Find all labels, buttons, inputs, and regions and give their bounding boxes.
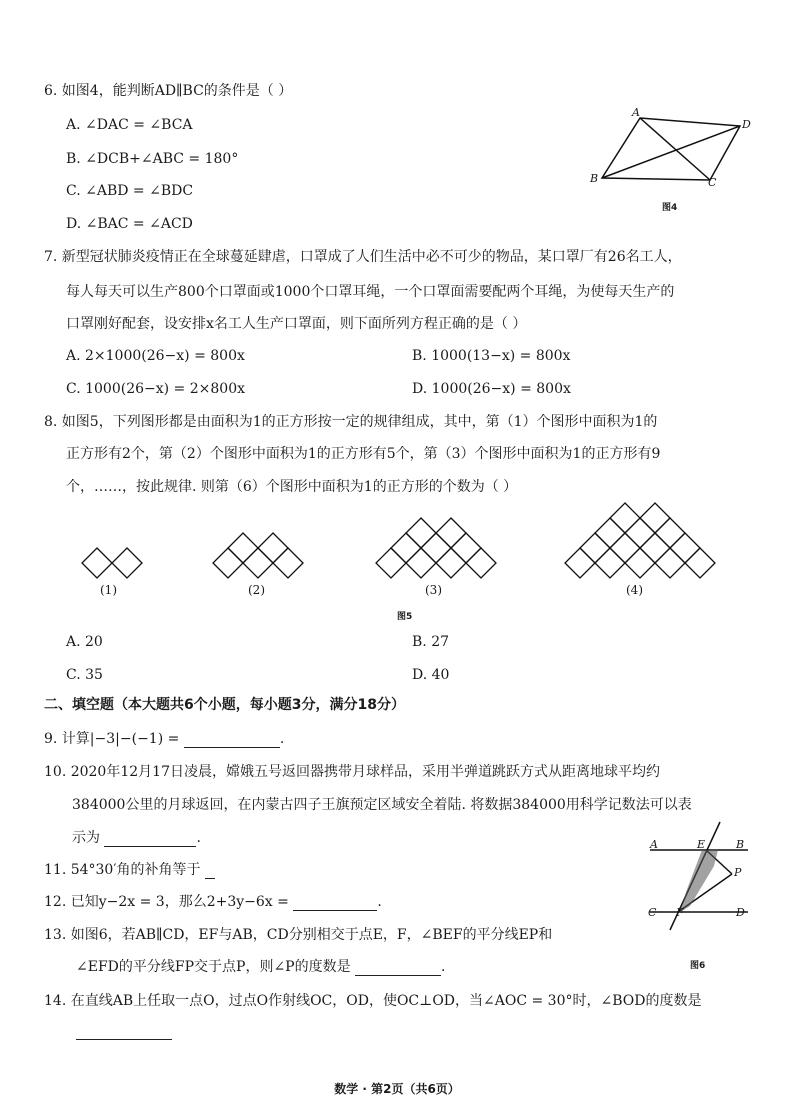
fig5-square-2 (258, 533, 288, 563)
q7-option-d: D. 1000(26−x) = 800x (412, 381, 571, 397)
q8-line-2: 正方形有2个，第（2）个图形中面积为1的正方形有5个，第（3）个图形中面积为1的正方形有9 (66, 446, 661, 462)
fig5-square-3 (466, 548, 496, 578)
fig5-square-4 (640, 503, 670, 533)
q8-line-1: 8. 如图5，下列图形都是由面积为1的正方形按一定的规律组成，其中，第（1）个图形中面积为1的 (44, 414, 658, 430)
q10-line-2: 384000公里的月球返回，在内蒙古四子王旗预定区域安全着陆. 将数据384000用科学记数法可以表 (72, 797, 692, 813)
fig5-square-2 (228, 533, 258, 563)
fig6-point-f: F (676, 906, 684, 919)
fig6-point-a: A (650, 838, 658, 851)
fig5-square-4 (595, 548, 625, 578)
q8-line-3: 个，……，按此规律. 则第（6）个图形中面积为1的正方形的个数为（ ） (66, 479, 518, 495)
q13-line-2: ∠EFD的平分线FP交于点P，则∠P的度数是 (76, 959, 351, 975)
q12-end: . (377, 894, 382, 910)
q13-line-1: 13. 如图6，若AB∥CD，EF与AB，CD分别相交于点E，F，∠BEF的平分线EP和 (44, 927, 553, 943)
fig5-square-2 (243, 548, 273, 578)
fig5-square-3 (421, 533, 451, 563)
fig6-point-c: C (648, 906, 657, 919)
q9-answer-blank[interactable] (184, 733, 280, 748)
fig5-square-3 (406, 548, 436, 578)
q11-text: 11. 54°30′角的补角等于 (44, 862, 201, 878)
fig5-label-4: (4) (626, 583, 643, 597)
q12-text: 12. 已知y−2x = 3，那么2+3y−6x = (44, 894, 289, 910)
q9-end: . (279, 731, 285, 747)
section-2-heading: 二、填空题（本大题共6个小题，每小题3分，满分18分） (44, 697, 405, 713)
fig5-square-4 (580, 533, 610, 563)
q8-option-c: C. 35 (66, 667, 103, 683)
fig5-square-1 (82, 548, 112, 578)
fig5-label-2: (2) (248, 583, 265, 597)
q14-answer-blank[interactable] (76, 1025, 172, 1040)
q10-line-3: 示为 (72, 830, 100, 846)
fig5-square-2 (273, 548, 303, 578)
fig5-square-2 (213, 548, 243, 578)
fig4-point-d: D (742, 118, 751, 131)
fig6-point-d: D (736, 906, 745, 919)
q7-line-2: 每人每天可以生产800个口罩面或1000个口罩耳绳，一个口罩面需要配两个耳绳，为使每天生产的 (66, 284, 675, 300)
fig5-square-4 (655, 548, 685, 578)
page-footer: 数学 · 第2页（共6页） (334, 1082, 460, 1096)
q6-option-b: B. ∠DCB+∠ABC = 180° (66, 151, 239, 167)
fig4-point-a: A (632, 106, 640, 119)
q7-option-a: A. 2×1000(26−x) = 800x (66, 348, 245, 364)
fig5-square-4 (670, 533, 700, 563)
fig5-square-4 (610, 533, 640, 563)
fig5-square-4 (625, 518, 655, 548)
q12-wrap (44, 893, 382, 911)
q8-option-a: A. 20 (66, 634, 103, 650)
q13-end: . (441, 959, 446, 975)
q13-answer-blank[interactable] (355, 961, 441, 976)
q10-answer-blank[interactable] (104, 832, 196, 847)
fig5-square-1 (112, 548, 142, 578)
q10-end: . (196, 830, 201, 846)
fig5-square-3 (406, 518, 436, 548)
q8-option-d: D. 40 (412, 667, 450, 683)
fig5-square-4 (565, 548, 595, 578)
fig5-square-4 (640, 533, 670, 563)
figure-5-caption: 图5 (397, 612, 413, 622)
figure-4-caption: 图4 (662, 203, 678, 213)
fig5-square-3 (436, 518, 466, 548)
q9-text (44, 730, 284, 748)
q6-stem: 6. 如图4，能判断AD∥BC的条件是（ ） (44, 83, 293, 99)
q14-line-2 (76, 1022, 172, 1040)
fig5-square-4 (610, 503, 640, 533)
fig5-square-4 (685, 548, 715, 578)
q14-line-1: 14. 在直线AB上任取一点O，过点O作射线OC，OD，使OC⊥OD，当∠AOC = 30°时，∠BOD的度数是 (44, 993, 702, 1009)
fig5-square-4 (625, 548, 655, 578)
fig5-square-3 (391, 533, 421, 563)
q12-answer-blank[interactable] (293, 896, 377, 911)
fig5-square-4 (595, 518, 625, 548)
fig5-label-3: (3) (425, 583, 442, 597)
fig5-square-3 (451, 533, 481, 563)
q9-stem: 9. 计算|−3|−(−1) = (44, 731, 180, 747)
fig6-point-p: P (734, 866, 742, 879)
fig5-label-1: (1) (100, 583, 117, 597)
fig5-square-3 (376, 548, 406, 578)
q7-line-1: 7. 新型冠状肺炎疫情正在全球蔓延肆虐，口罩成了人们生活中必不可少的物品，某口罩厂有26名工人， (44, 249, 682, 265)
q11-answer-blank[interactable] (205, 864, 215, 879)
q6-option-a: A. ∠DAC = ∠BCA (66, 117, 193, 133)
q6-option-d: D. ∠BAC = ∠ACD (66, 216, 193, 232)
q10-line-3-wrap (72, 829, 201, 847)
figure-6-caption: 图6 (690, 961, 706, 971)
fig5-square-3 (436, 548, 466, 578)
q7-option-c: C. 1000(26−x) = 2×800x (66, 381, 245, 397)
q11-wrap (44, 861, 215, 879)
q6-option-c: C. ∠ABD = ∠BDC (66, 183, 194, 199)
fig5-square-4 (655, 518, 685, 548)
q7-option-b: B. 1000(13−x) = 800x (412, 348, 571, 364)
q8-option-b: B. 27 (412, 634, 450, 650)
fig4-point-b: B (590, 172, 599, 185)
q10-line-1: 10. 2020年12月17日凌晨，嫦娥五号返回器携带月球样品，采用半弹道跳跃方式从距离地球平均约 (44, 764, 660, 780)
q13-line-2-wrap (76, 958, 446, 976)
q7-line-3: 口罩刚好配套，设安排x名工人生产口罩面，则下面所列方程正确的是（ ） (66, 316, 527, 332)
fig6-point-b: B (736, 838, 745, 851)
fig6-point-e: E (697, 838, 706, 851)
fig4-point-c: C (708, 176, 717, 189)
